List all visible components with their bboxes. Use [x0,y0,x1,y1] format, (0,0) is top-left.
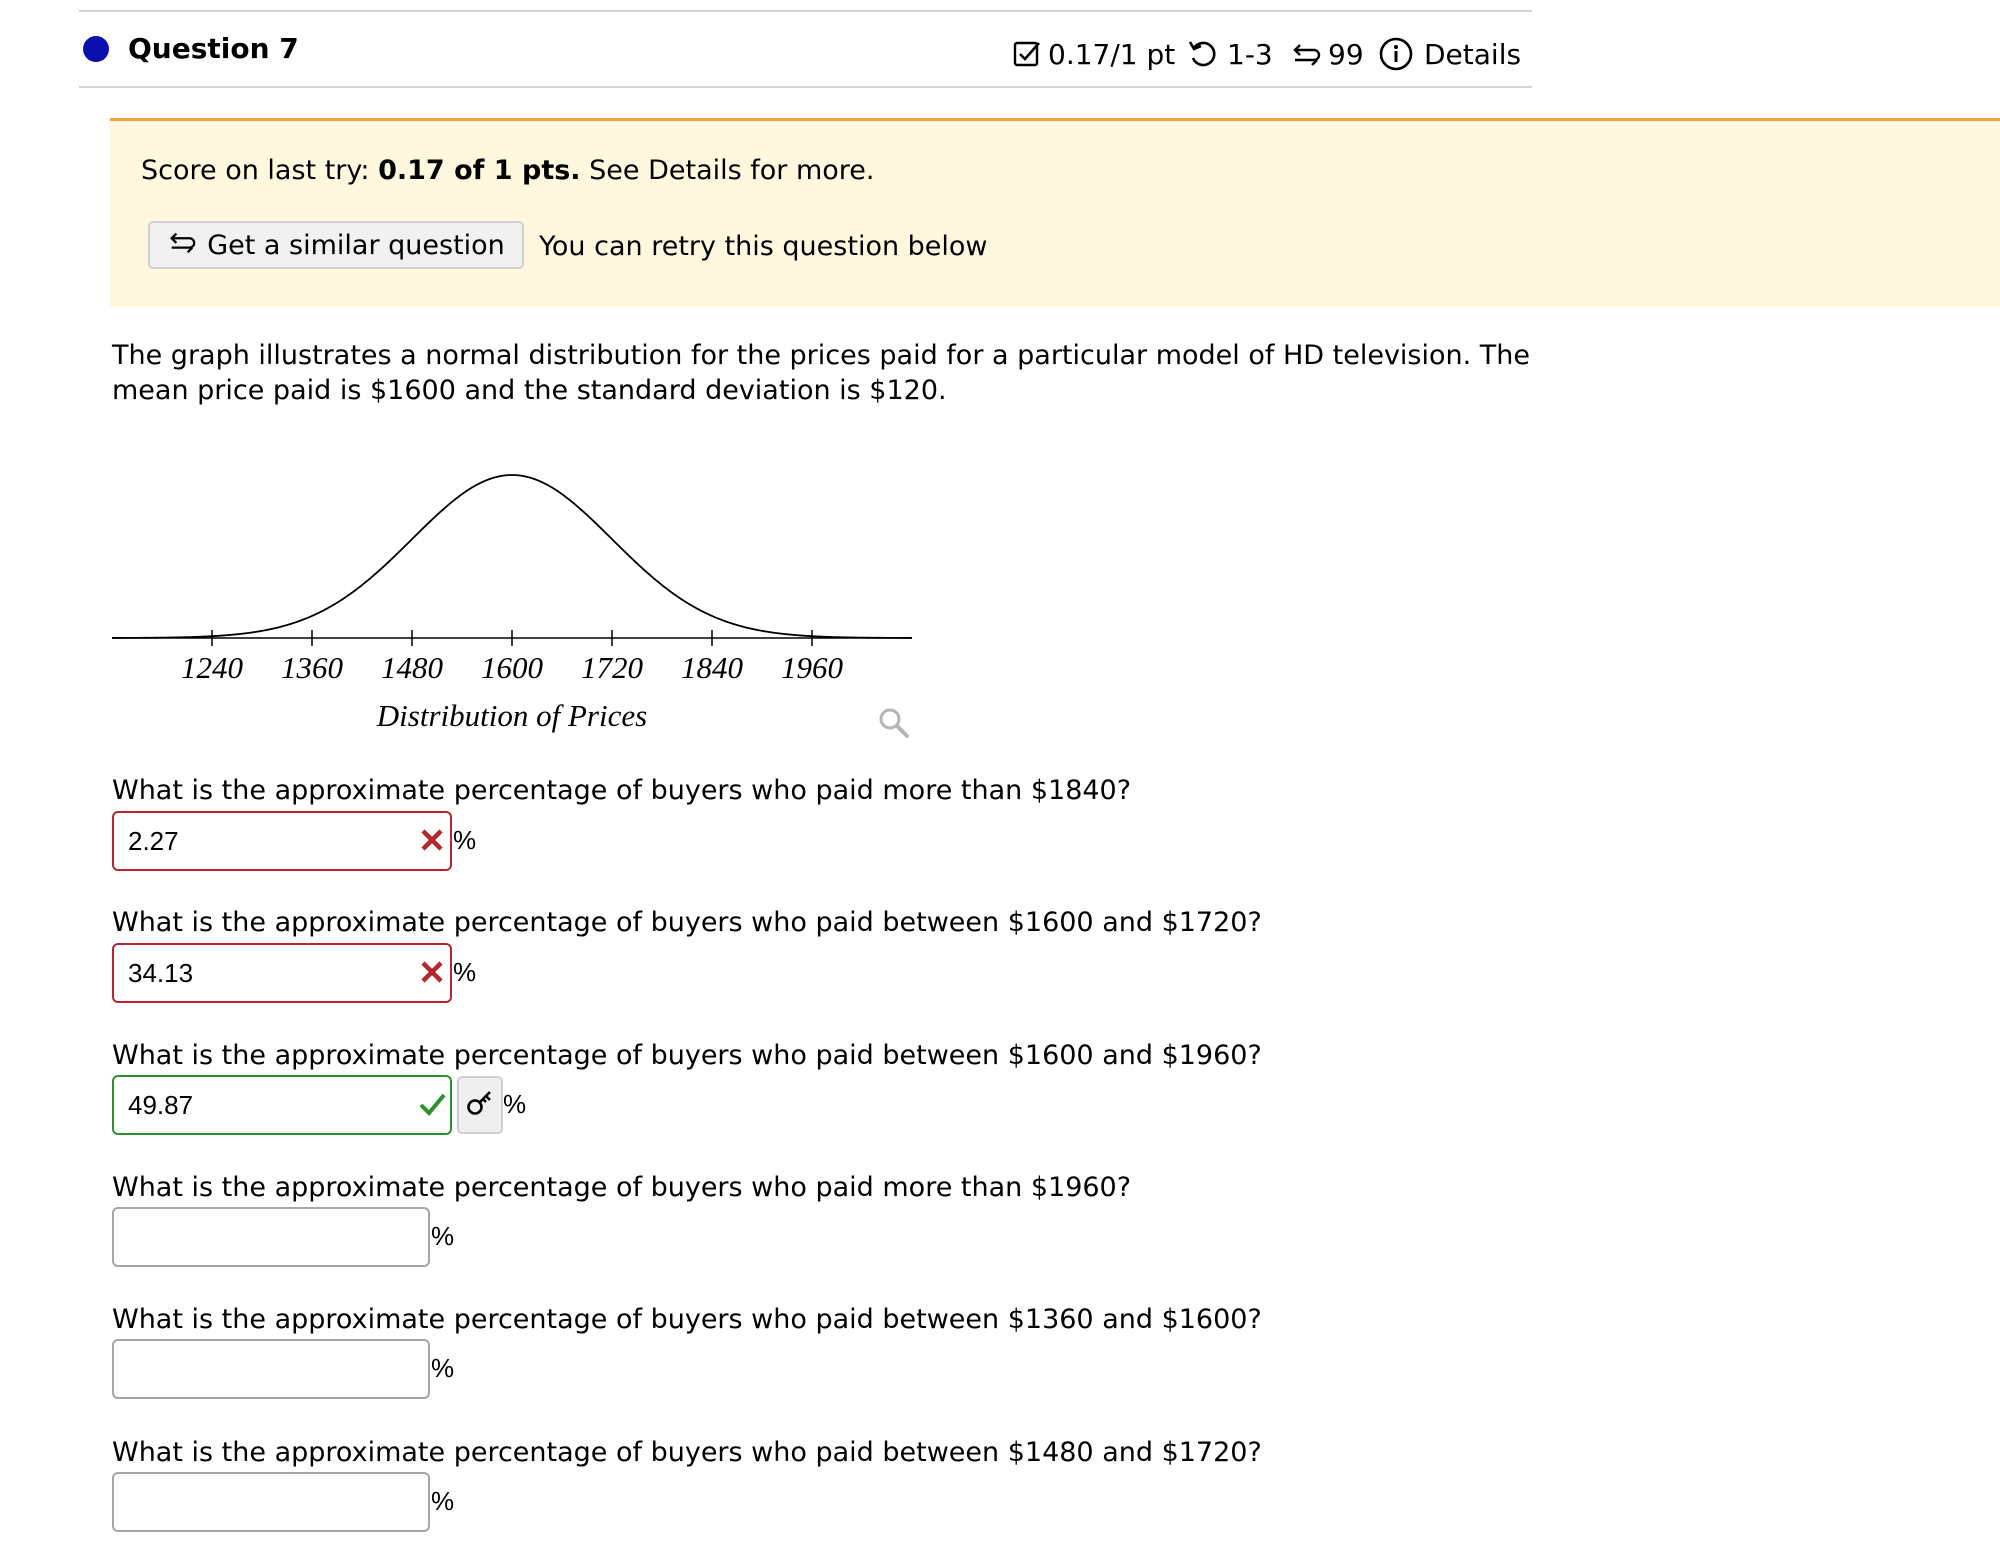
last-try-score [141,155,875,186]
answer-field-1[interactable] [112,811,452,871]
percent-unit-4: % [431,1221,455,1251]
tries-indicator [1187,34,1273,74]
x-axis-title: Distribution of Prices [376,698,648,733]
percent-unit-3: % [503,1089,527,1119]
score-suffix: See Details for more. [580,155,875,186]
question-status-dot [83,36,109,62]
correct-check-icon [418,1090,446,1122]
percent-unit-6: % [431,1486,455,1516]
incorrect-x-icon [418,826,446,858]
answer-value-3: 49.87 [128,1090,194,1120]
similar-arrows-icon [1290,38,1322,70]
similar-count: 99 [1328,37,1364,71]
question-title: Question 7 [128,32,299,65]
retry-icon [1187,38,1219,70]
x-tick-label: 1600 [481,650,543,685]
percent-unit-1: % [453,825,477,855]
answer-field-4[interactable] [112,1207,430,1267]
details-button[interactable] [1378,34,1521,74]
question-prompt-5: What is the approximate percentage of buyers who paid between $1360 and $1600? [112,1304,1262,1335]
retry-note: You can retry this question below [539,231,988,262]
score-value: 0.17 of 1 pts. [378,155,581,186]
header-divider [79,86,1532,88]
x-tick-label: 1960 [781,650,843,685]
question-prompt-3: What is the approximate percentage of buyers who paid between $1600 and $1960? [112,1040,1262,1071]
percent-unit-5: % [431,1353,455,1383]
question-prompt-2: What is the approximate percentage of buyers who paid between $1600 and $1720? [112,907,1262,938]
score-indicator [1012,34,1175,74]
check-square-icon [1012,39,1042,69]
top-divider [79,10,1532,12]
similar-arrows-icon [167,227,197,264]
view-key-button[interactable] [457,1076,503,1134]
incorrect-x-icon [418,958,446,990]
answer-value-2: 34.13 [128,958,194,988]
answer-value-1: 2.27 [128,826,179,856]
question-prompt-6: What is the approximate percentage of buyers who paid between $1480 and $1720? [112,1437,1262,1468]
similar-indicator [1290,34,1364,74]
x-tick-label: 1840 [681,650,743,685]
x-tick-label: 1720 [581,650,643,685]
similar-question-label: Get a similar question [207,229,505,261]
key-icon [465,1088,495,1122]
question-intro: The graph illustrates a normal distribution for the prices paid for a particular model of HD television. The mean price paid is $1600 and the standard deviation is $120. [112,340,1531,406]
normal-curve [112,475,912,638]
answer-field-2[interactable] [112,943,452,1003]
score-banner [110,118,2000,307]
score-prefix: Score on last try: [141,155,379,186]
magnifier-icon[interactable] [877,706,911,744]
x-tick-label: 1360 [281,650,343,685]
info-circle-icon [1378,36,1414,72]
answer-field-5[interactable] [112,1339,430,1399]
details-label: Details [1424,37,1522,71]
score-text: 0.17/1 pt [1048,37,1176,71]
x-tick-label: 1240 [181,650,243,685]
tries-text: 1-3 [1227,37,1273,71]
similar-question-button[interactable] [148,221,524,269]
question-prompt-1: What is the approximate percentage of buyers who paid more than $1840? [112,775,1132,806]
percent-unit-2: % [453,957,477,987]
answer-field-3[interactable] [112,1075,452,1135]
answer-field-6[interactable] [112,1472,430,1532]
x-tick-label: 1480 [381,650,443,685]
question-prompt-4: What is the approximate percentage of buyers who paid more than $1960? [112,1172,1132,1203]
normal-distribution-chart [104,448,924,738]
